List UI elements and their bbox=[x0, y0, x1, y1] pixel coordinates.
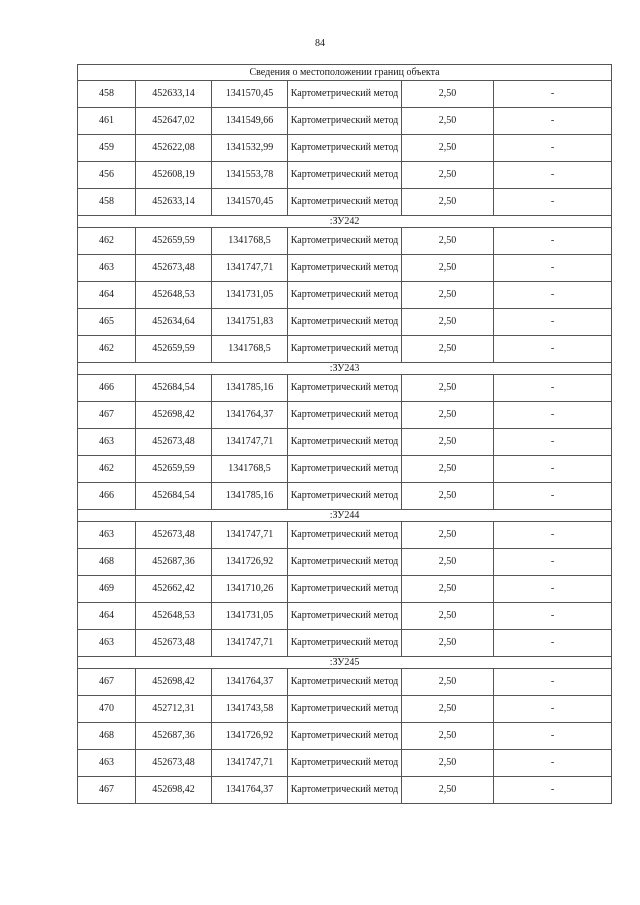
description-cell: - bbox=[494, 255, 612, 282]
table-row bbox=[78, 456, 612, 483]
table-row bbox=[78, 603, 612, 630]
description-cell: - bbox=[494, 750, 612, 777]
description-cell: - bbox=[494, 522, 612, 549]
y-coordinate-cell: 1341747,71 bbox=[212, 429, 288, 456]
accuracy-cell: 2,50 bbox=[402, 723, 494, 750]
x-coordinate-cell: 452687,36 bbox=[136, 723, 212, 750]
method-cell: Картометрический метод bbox=[288, 429, 402, 456]
method-cell: Картометрический метод bbox=[288, 522, 402, 549]
method-cell: Картометрический метод bbox=[288, 282, 402, 309]
description-cell: - bbox=[494, 429, 612, 456]
method-cell: Картометрический метод bbox=[288, 696, 402, 723]
point-number-cell: 462 bbox=[78, 228, 136, 255]
accuracy-cell: 2,50 bbox=[402, 777, 494, 804]
description-cell: - bbox=[494, 456, 612, 483]
table-row bbox=[78, 162, 612, 189]
table-row bbox=[78, 576, 612, 603]
description-cell: - bbox=[494, 375, 612, 402]
description-cell: - bbox=[494, 309, 612, 336]
point-number-cell: 462 bbox=[78, 336, 136, 363]
accuracy-cell: 2,50 bbox=[402, 336, 494, 363]
y-coordinate-cell: 1341768,5 bbox=[212, 228, 288, 255]
method-cell: Картометрический метод bbox=[288, 603, 402, 630]
accuracy-cell: 2,50 bbox=[402, 603, 494, 630]
section-header-row bbox=[78, 216, 612, 228]
method-cell: Картометрический метод bbox=[288, 162, 402, 189]
table-row bbox=[78, 549, 612, 576]
description-cell: - bbox=[494, 135, 612, 162]
x-coordinate-cell: 452659,59 bbox=[136, 456, 212, 483]
x-coordinate-cell: 452673,48 bbox=[136, 255, 212, 282]
table-row bbox=[78, 282, 612, 309]
table-title-row bbox=[78, 65, 612, 81]
table-row bbox=[78, 375, 612, 402]
y-coordinate-cell: 1341731,05 bbox=[212, 282, 288, 309]
description-cell: - bbox=[494, 669, 612, 696]
point-number-cell: 467 bbox=[78, 777, 136, 804]
accuracy-cell: 2,50 bbox=[402, 189, 494, 216]
section-header-row bbox=[78, 363, 612, 375]
point-number-cell: 463 bbox=[78, 750, 136, 777]
accuracy-cell: 2,50 bbox=[402, 630, 494, 657]
table-row bbox=[78, 135, 612, 162]
y-coordinate-cell: 1341764,37 bbox=[212, 777, 288, 804]
accuracy-cell: 2,50 bbox=[402, 162, 494, 189]
method-cell: Картометрический метод bbox=[288, 456, 402, 483]
accuracy-cell: 2,50 bbox=[402, 255, 494, 282]
method-cell: Картометрический метод bbox=[288, 549, 402, 576]
method-cell: Картометрический метод bbox=[288, 189, 402, 216]
description-cell: - bbox=[494, 81, 612, 108]
point-number-cell: 462 bbox=[78, 456, 136, 483]
table-row bbox=[78, 309, 612, 336]
x-coordinate-cell: 452673,48 bbox=[136, 630, 212, 657]
table-row bbox=[78, 750, 612, 777]
accuracy-cell: 2,50 bbox=[402, 669, 494, 696]
description-cell: - bbox=[494, 549, 612, 576]
point-number-cell: 463 bbox=[78, 255, 136, 282]
y-coordinate-cell: 1341570,45 bbox=[212, 81, 288, 108]
x-coordinate-cell: 452647,02 bbox=[136, 108, 212, 135]
method-cell: Картометрический метод bbox=[288, 255, 402, 282]
y-coordinate-cell: 1341751,83 bbox=[212, 309, 288, 336]
table-row bbox=[78, 81, 612, 108]
table-body bbox=[78, 65, 612, 804]
boundary-coordinates-table bbox=[77, 64, 612, 804]
accuracy-cell: 2,50 bbox=[402, 309, 494, 336]
point-number-cell: 467 bbox=[78, 669, 136, 696]
x-coordinate-cell: 452648,53 bbox=[136, 282, 212, 309]
point-number-cell: 465 bbox=[78, 309, 136, 336]
y-coordinate-cell: 1341747,71 bbox=[212, 255, 288, 282]
section-name: :ЗУ243 bbox=[78, 363, 612, 375]
accuracy-cell: 2,50 bbox=[402, 135, 494, 162]
y-coordinate-cell: 1341553,78 bbox=[212, 162, 288, 189]
section-name: :ЗУ245 bbox=[78, 657, 612, 669]
x-coordinate-cell: 452684,54 bbox=[136, 483, 212, 510]
table-row bbox=[78, 336, 612, 363]
description-cell: - bbox=[494, 723, 612, 750]
x-coordinate-cell: 452673,48 bbox=[136, 750, 212, 777]
accuracy-cell: 2,50 bbox=[402, 375, 494, 402]
point-number-cell: 466 bbox=[78, 375, 136, 402]
x-coordinate-cell: 452698,42 bbox=[136, 669, 212, 696]
table-row bbox=[78, 630, 612, 657]
description-cell: - bbox=[494, 576, 612, 603]
x-coordinate-cell: 452648,53 bbox=[136, 603, 212, 630]
description-cell: - bbox=[494, 282, 612, 309]
y-coordinate-cell: 1341743,58 bbox=[212, 696, 288, 723]
point-number-cell: 463 bbox=[78, 630, 136, 657]
description-cell: - bbox=[494, 402, 612, 429]
accuracy-cell: 2,50 bbox=[402, 483, 494, 510]
x-coordinate-cell: 452712,31 bbox=[136, 696, 212, 723]
method-cell: Картометрический метод bbox=[288, 81, 402, 108]
table-row bbox=[78, 228, 612, 255]
y-coordinate-cell: 1341747,71 bbox=[212, 750, 288, 777]
y-coordinate-cell: 1341768,5 bbox=[212, 456, 288, 483]
accuracy-cell: 2,50 bbox=[402, 108, 494, 135]
method-cell: Картометрический метод bbox=[288, 669, 402, 696]
table-row bbox=[78, 669, 612, 696]
y-coordinate-cell: 1341785,16 bbox=[212, 375, 288, 402]
y-coordinate-cell: 1341764,37 bbox=[212, 402, 288, 429]
y-coordinate-cell: 1341726,92 bbox=[212, 723, 288, 750]
description-cell: - bbox=[494, 228, 612, 255]
method-cell: Картометрический метод bbox=[288, 108, 402, 135]
method-cell: Картометрический метод bbox=[288, 309, 402, 336]
method-cell: Картометрический метод bbox=[288, 750, 402, 777]
method-cell: Картометрический метод bbox=[288, 135, 402, 162]
y-coordinate-cell: 1341764,37 bbox=[212, 669, 288, 696]
x-coordinate-cell: 452634,64 bbox=[136, 309, 212, 336]
method-cell: Картометрический метод bbox=[288, 375, 402, 402]
method-cell: Картометрический метод bbox=[288, 483, 402, 510]
accuracy-cell: 2,50 bbox=[402, 750, 494, 777]
point-number-cell: 456 bbox=[78, 162, 136, 189]
table-row bbox=[78, 402, 612, 429]
point-number-cell: 461 bbox=[78, 108, 136, 135]
x-coordinate-cell: 452698,42 bbox=[136, 402, 212, 429]
point-number-cell: 464 bbox=[78, 603, 136, 630]
x-coordinate-cell: 452633,14 bbox=[136, 81, 212, 108]
method-cell: Картометрический метод bbox=[288, 402, 402, 429]
description-cell: - bbox=[494, 777, 612, 804]
method-cell: Картометрический метод bbox=[288, 630, 402, 657]
description-cell: - bbox=[494, 162, 612, 189]
point-number-cell: 469 bbox=[78, 576, 136, 603]
method-cell: Картометрический метод bbox=[288, 228, 402, 255]
accuracy-cell: 2,50 bbox=[402, 456, 494, 483]
table-row bbox=[78, 696, 612, 723]
section-name: :ЗУ242 bbox=[78, 216, 612, 228]
description-cell: - bbox=[494, 630, 612, 657]
description-cell: - bbox=[494, 108, 612, 135]
description-cell: - bbox=[494, 603, 612, 630]
table-row bbox=[78, 429, 612, 456]
description-cell: - bbox=[494, 483, 612, 510]
page-number: 84 bbox=[315, 38, 325, 49]
table-row bbox=[78, 255, 612, 282]
method-cell: Картометрический метод bbox=[288, 723, 402, 750]
accuracy-cell: 2,50 bbox=[402, 282, 494, 309]
y-coordinate-cell: 1341726,92 bbox=[212, 549, 288, 576]
section-name: :ЗУ244 bbox=[78, 510, 612, 522]
accuracy-cell: 2,50 bbox=[402, 429, 494, 456]
x-coordinate-cell: 452673,48 bbox=[136, 429, 212, 456]
y-coordinate-cell: 1341747,71 bbox=[212, 522, 288, 549]
section-header-row bbox=[78, 510, 612, 522]
table-row bbox=[78, 108, 612, 135]
table-row bbox=[78, 522, 612, 549]
x-coordinate-cell: 452662,42 bbox=[136, 576, 212, 603]
method-cell: Картометрический метод bbox=[288, 336, 402, 363]
point-number-cell: 459 bbox=[78, 135, 136, 162]
accuracy-cell: 2,50 bbox=[402, 228, 494, 255]
y-coordinate-cell: 1341747,71 bbox=[212, 630, 288, 657]
section-header-row bbox=[78, 657, 612, 669]
method-cell: Картометрический метод bbox=[288, 777, 402, 804]
y-coordinate-cell: 1341768,5 bbox=[212, 336, 288, 363]
method-cell: Картометрический метод bbox=[288, 576, 402, 603]
point-number-cell: 470 bbox=[78, 696, 136, 723]
x-coordinate-cell: 452698,42 bbox=[136, 777, 212, 804]
table-row bbox=[78, 189, 612, 216]
point-number-cell: 468 bbox=[78, 723, 136, 750]
accuracy-cell: 2,50 bbox=[402, 696, 494, 723]
point-number-cell: 463 bbox=[78, 429, 136, 456]
accuracy-cell: 2,50 bbox=[402, 522, 494, 549]
x-coordinate-cell: 452684,54 bbox=[136, 375, 212, 402]
y-coordinate-cell: 1341731,05 bbox=[212, 603, 288, 630]
description-cell: - bbox=[494, 189, 612, 216]
y-coordinate-cell: 1341532,99 bbox=[212, 135, 288, 162]
accuracy-cell: 2,50 bbox=[402, 402, 494, 429]
x-coordinate-cell: 452622,08 bbox=[136, 135, 212, 162]
point-number-cell: 466 bbox=[78, 483, 136, 510]
table-row bbox=[78, 777, 612, 804]
y-coordinate-cell: 1341570,45 bbox=[212, 189, 288, 216]
x-coordinate-cell: 452659,59 bbox=[136, 336, 212, 363]
x-coordinate-cell: 452633,14 bbox=[136, 189, 212, 216]
table-title: Сведения о местоположении границ объекта bbox=[78, 65, 612, 81]
accuracy-cell: 2,50 bbox=[402, 576, 494, 603]
accuracy-cell: 2,50 bbox=[402, 549, 494, 576]
point-number-cell: 464 bbox=[78, 282, 136, 309]
point-number-cell: 467 bbox=[78, 402, 136, 429]
point-number-cell: 458 bbox=[78, 189, 136, 216]
y-coordinate-cell: 1341785,16 bbox=[212, 483, 288, 510]
description-cell: - bbox=[494, 336, 612, 363]
table-row bbox=[78, 723, 612, 750]
x-coordinate-cell: 452608,19 bbox=[136, 162, 212, 189]
y-coordinate-cell: 1341549,66 bbox=[212, 108, 288, 135]
point-number-cell: 468 bbox=[78, 549, 136, 576]
y-coordinate-cell: 1341710,26 bbox=[212, 576, 288, 603]
table-row bbox=[78, 483, 612, 510]
x-coordinate-cell: 452687,36 bbox=[136, 549, 212, 576]
description-cell: - bbox=[494, 696, 612, 723]
point-number-cell: 458 bbox=[78, 81, 136, 108]
x-coordinate-cell: 452673,48 bbox=[136, 522, 212, 549]
accuracy-cell: 2,50 bbox=[402, 81, 494, 108]
x-coordinate-cell: 452659,59 bbox=[136, 228, 212, 255]
point-number-cell: 463 bbox=[78, 522, 136, 549]
